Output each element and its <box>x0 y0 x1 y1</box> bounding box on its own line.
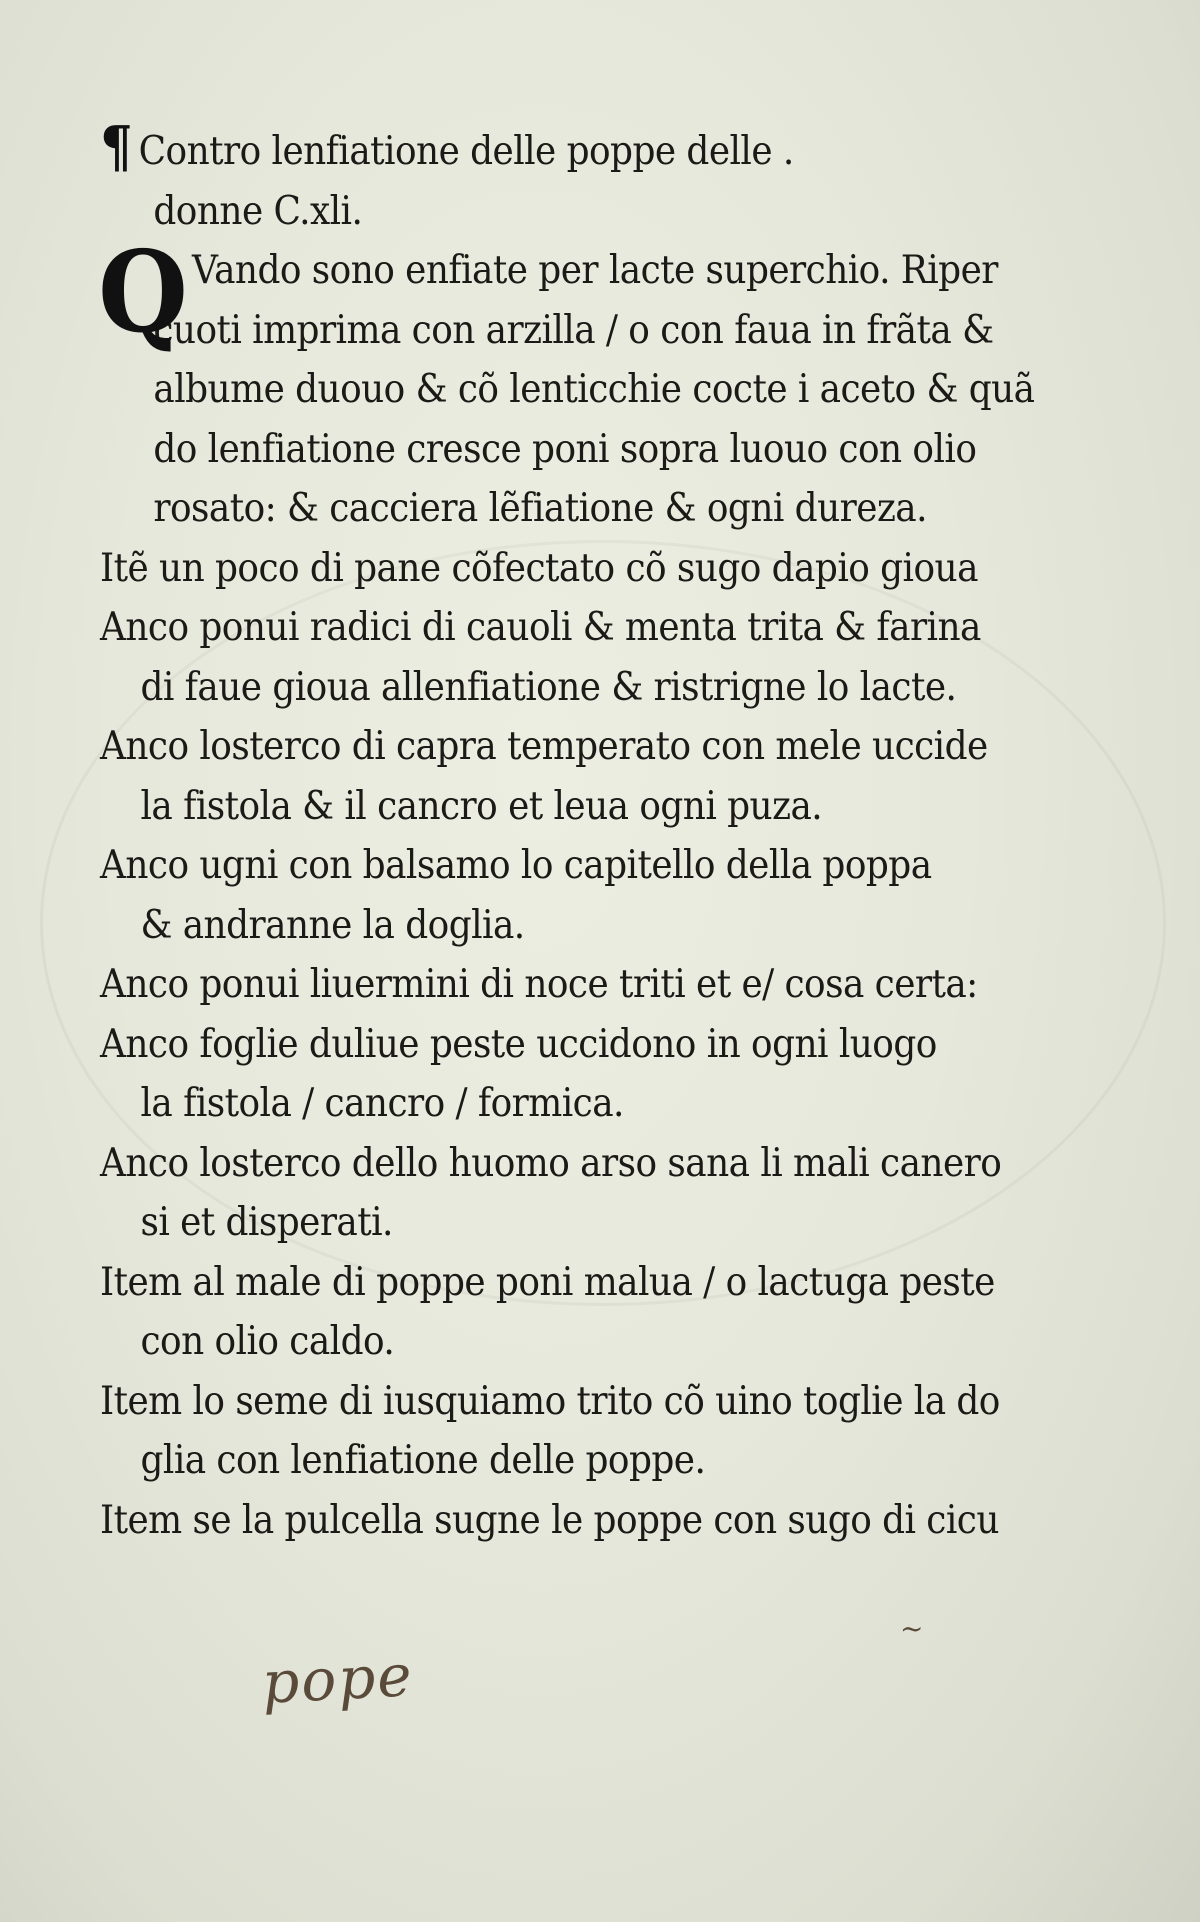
text-line: Item lo seme di iusquiamo trito cõ uino toglie la do <box>100 1378 1000 1424</box>
ink-mark-icon: ~ <box>900 1612 924 1645</box>
chapter-heading-line-2: donne C.xli. <box>153 188 363 234</box>
initial-capital: Q <box>98 227 188 358</box>
text-line: con olio caldo. <box>140 1319 395 1364</box>
text-line: la fistola / cancro / formica. <box>140 1081 624 1126</box>
text-line: Anco ugni con balsamo lo capitello della poppa <box>100 843 932 888</box>
text-line: Item al male di poppe poni malua / o lactuga peste <box>100 1259 995 1305</box>
chapter-heading: Contro lenfiatione delle poppe delle . <box>138 129 794 174</box>
text-line: cuoti imprima con arzilla / o con faua in frãta & <box>153 307 994 353</box>
text-line: do lenfiatione cresce poni sopra luouo con olio <box>153 426 977 472</box>
text-line: Q Vando sono enfiate per lacte superchio. Riper <box>98 227 998 358</box>
text-line: Item se la pulcella sugne le poppe con sugo di cicu <box>100 1497 999 1543</box>
pilcrow-icon: ¶ <box>100 114 133 180</box>
text-line: si et disperati. <box>140 1200 393 1245</box>
text-line: rosato: & cacciera lẽfiatione & ogni dureza. <box>153 486 927 531</box>
chapter-heading-line-1 <box>100 114 1057 182</box>
text-line: Anco ponui liuermini di noce triti et e/ cosa certa: <box>100 962 978 1007</box>
page-text <box>98 114 1057 1550</box>
text-line: & andranne la doglia. <box>140 902 525 948</box>
text-line: Anco ponui radici di cauoli & menta trita & farina <box>100 605 981 650</box>
text-line: Itẽ un poco di pane cõfectato cõ sugo dapio gioua <box>100 545 978 591</box>
handwritten-note: pope <box>260 1641 416 1717</box>
text-line: Anco losterco dello huomo arso sana li mali canero <box>100 1140 1002 1186</box>
text-line: di faue gioua allenfiatione & ristrigne lo lacte. <box>140 664 957 710</box>
text-line: glia con lenfiatione delle poppe. <box>140 1438 706 1483</box>
text-line: Anco foglie duliue peste uccidono in ogni luogo <box>100 1021 937 1067</box>
text-line: la fistola & il cancro et leua ogni puza. <box>140 783 823 829</box>
text-line: albume duouo & cõ lenticchie cocte i aceto & quã <box>153 367 1035 412</box>
text-line: Anco losterco di capra temperato con mele uccide <box>100 724 988 769</box>
